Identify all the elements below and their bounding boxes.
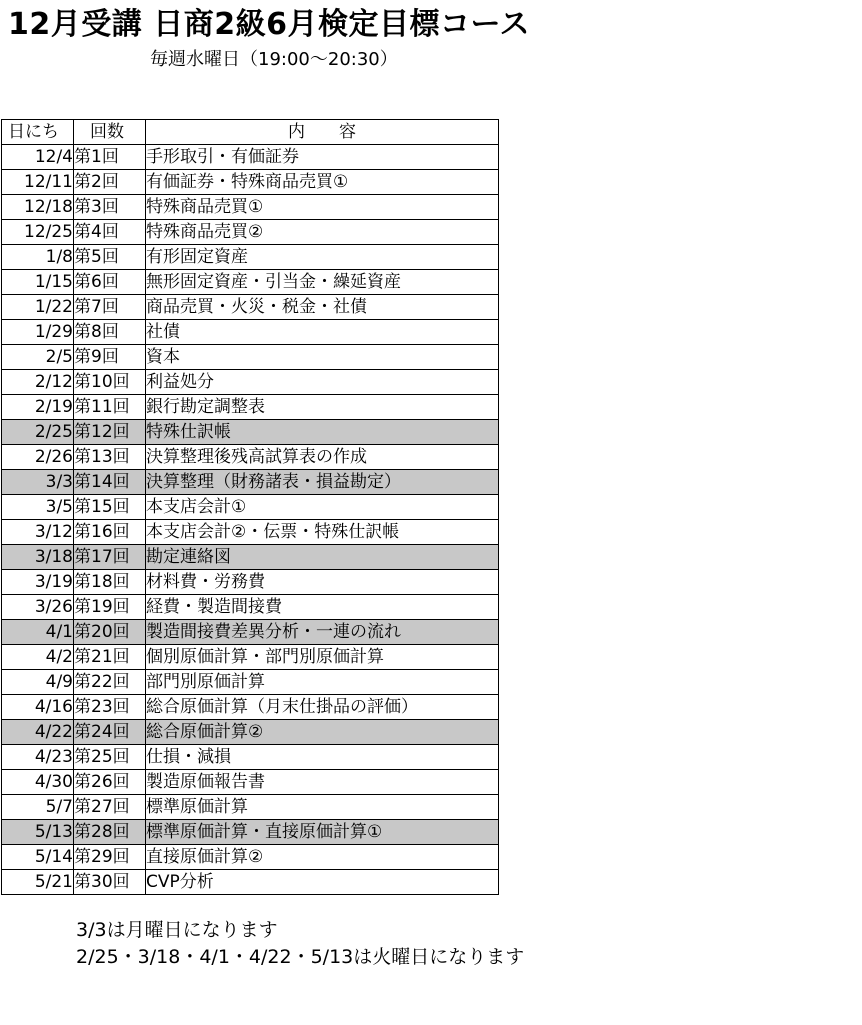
table-row <box>2 845 499 870</box>
date-cell: 5/7 <box>2 795 74 820</box>
date-cell: 5/13 <box>2 820 74 845</box>
date-cell: 4/23 <box>2 745 74 770</box>
date-cell: 3/5 <box>2 495 74 520</box>
content-cell: 個別原価計算・部門別原価計算 <box>146 645 499 670</box>
date-cell: 4/22 <box>2 720 74 745</box>
table-row <box>2 295 499 320</box>
table-row <box>2 145 499 170</box>
content-cell: 直接原価計算② <box>146 845 499 870</box>
table-row <box>2 495 499 520</box>
session-cell: 第23回 <box>74 695 146 720</box>
session-cell: 第21回 <box>74 645 146 670</box>
table-row <box>2 170 499 195</box>
date-cell: 3/3 <box>2 470 74 495</box>
content-cell: 有形固定資産 <box>146 245 499 270</box>
table-row <box>2 720 499 745</box>
date-cell: 1/15 <box>2 270 74 295</box>
date-cell: 2/25 <box>2 420 74 445</box>
content-cell: 無形固定資産・引当金・繰延資産 <box>146 270 499 295</box>
content-cell: 仕損・減損 <box>146 745 499 770</box>
date-cell: 1/29 <box>2 320 74 345</box>
table-row <box>2 345 499 370</box>
session-cell: 第4回 <box>74 220 146 245</box>
table-row <box>2 695 499 720</box>
content-cell: 有価証券・特殊商品売買① <box>146 170 499 195</box>
table-row <box>2 370 499 395</box>
date-cell: 3/26 <box>2 595 74 620</box>
session-cell: 第18回 <box>74 570 146 595</box>
content-cell: 総合原価計算② <box>146 720 499 745</box>
session-cell: 第8回 <box>74 320 146 345</box>
session-cell: 第20回 <box>74 620 146 645</box>
date-cell: 5/21 <box>2 870 74 895</box>
table-row <box>2 795 499 820</box>
table-row <box>2 420 499 445</box>
session-cell: 第19回 <box>74 595 146 620</box>
date-cell: 4/2 <box>2 645 74 670</box>
date-cell: 4/30 <box>2 770 74 795</box>
content-cell: 製造原価報告書 <box>146 770 499 795</box>
session-cell: 第5回 <box>74 245 146 270</box>
table-row <box>2 545 499 570</box>
session-cell: 第14回 <box>74 470 146 495</box>
date-cell: 4/1 <box>2 620 74 645</box>
header-content: 内 容 <box>146 120 499 145</box>
date-cell: 1/22 <box>2 295 74 320</box>
session-cell: 第7回 <box>74 295 146 320</box>
date-cell: 2/12 <box>2 370 74 395</box>
date-cell: 2/5 <box>2 345 74 370</box>
content-cell: 特殊商品売買① <box>146 195 499 220</box>
content-cell: 勘定連絡図 <box>146 545 499 570</box>
session-cell: 第11回 <box>74 395 146 420</box>
note-tuesday: 2/25・3/18・4/1・4/22・5/13は火曜日になります <box>76 946 525 968</box>
content-cell: 部門別原価計算 <box>146 670 499 695</box>
date-cell: 12/18 <box>2 195 74 220</box>
header-num: 回数 <box>74 120 146 145</box>
content-cell: 社債 <box>146 320 499 345</box>
session-cell: 第2回 <box>74 170 146 195</box>
notes <box>76 917 524 971</box>
session-cell: 第27回 <box>74 795 146 820</box>
date-cell: 3/19 <box>2 570 74 595</box>
content-cell: 標準原価計算・直接原価計算① <box>146 820 499 845</box>
session-cell: 第3回 <box>74 195 146 220</box>
content-cell: 製造間接費差異分析・一連の流れ <box>146 620 499 645</box>
session-cell: 第25回 <box>74 745 146 770</box>
table-header-row <box>2 120 499 145</box>
session-cell: 第1回 <box>74 145 146 170</box>
date-cell: 5/14 <box>2 845 74 870</box>
date-cell: 3/12 <box>2 520 74 545</box>
content-cell: 銀行勘定調整表 <box>146 395 499 420</box>
table-row <box>2 820 499 845</box>
session-cell: 第12回 <box>74 420 146 445</box>
date-cell: 3/18 <box>2 545 74 570</box>
page-title: 12月受講 日商2級6月検定目標コース <box>8 7 530 42</box>
schedule-table <box>1 119 499 895</box>
content-cell: CVP分析 <box>146 870 499 895</box>
content-cell: 標準原価計算 <box>146 795 499 820</box>
content-cell: 本支店会計②・伝票・特殊仕訳帳 <box>146 520 499 545</box>
session-cell: 第29回 <box>74 845 146 870</box>
table-row <box>2 520 499 545</box>
session-cell: 第17回 <box>74 545 146 570</box>
table-row <box>2 670 499 695</box>
content-cell: 特殊仕訳帳 <box>146 420 499 445</box>
content-cell: 本支店会計① <box>146 495 499 520</box>
table-row <box>2 570 499 595</box>
session-cell: 第15回 <box>74 495 146 520</box>
table-row <box>2 595 499 620</box>
table-row <box>2 245 499 270</box>
schedule-body <box>2 120 499 895</box>
content-cell: 商品売買・火災・税金・社債 <box>146 295 499 320</box>
content-cell: 決算整理後残高試算表の作成 <box>146 445 499 470</box>
table-row <box>2 395 499 420</box>
note-monday: 3/3は月曜日になります <box>76 919 278 941</box>
header-date: 日にち <box>2 120 74 145</box>
session-cell: 第24回 <box>74 720 146 745</box>
content-cell: 利益処分 <box>146 370 499 395</box>
page-subtitle: 毎週水曜日（19:00～20:30） <box>150 49 398 70</box>
session-cell: 第26回 <box>74 770 146 795</box>
table-row <box>2 195 499 220</box>
date-cell: 12/11 <box>2 170 74 195</box>
date-cell: 2/19 <box>2 395 74 420</box>
table-row <box>2 745 499 770</box>
content-cell: 総合原価計算（月末仕掛品の評価） <box>146 695 499 720</box>
session-cell: 第10回 <box>74 370 146 395</box>
session-cell: 第9回 <box>74 345 146 370</box>
content-cell: 経費・製造間接費 <box>146 595 499 620</box>
session-cell: 第22回 <box>74 670 146 695</box>
session-cell: 第13回 <box>74 445 146 470</box>
table-row <box>2 270 499 295</box>
session-cell: 第28回 <box>74 820 146 845</box>
table-row <box>2 645 499 670</box>
content-cell: 手形取引・有価証券 <box>146 145 499 170</box>
date-cell: 1/8 <box>2 245 74 270</box>
content-cell: 特殊商品売買② <box>146 220 499 245</box>
table-row <box>2 620 499 645</box>
table-row <box>2 870 499 895</box>
table-row <box>2 220 499 245</box>
date-cell: 4/9 <box>2 670 74 695</box>
content-cell: 材料費・労務費 <box>146 570 499 595</box>
session-cell: 第30回 <box>74 870 146 895</box>
session-cell: 第6回 <box>74 270 146 295</box>
session-cell: 第16回 <box>74 520 146 545</box>
content-cell: 決算整理（財務諸表・損益勘定） <box>146 470 499 495</box>
table-row <box>2 770 499 795</box>
table-row <box>2 470 499 495</box>
date-cell: 12/4 <box>2 145 74 170</box>
date-cell: 2/26 <box>2 445 74 470</box>
date-cell: 4/16 <box>2 695 74 720</box>
date-cell: 12/25 <box>2 220 74 245</box>
content-cell: 資本 <box>146 345 499 370</box>
table-row <box>2 445 499 470</box>
table-row <box>2 320 499 345</box>
